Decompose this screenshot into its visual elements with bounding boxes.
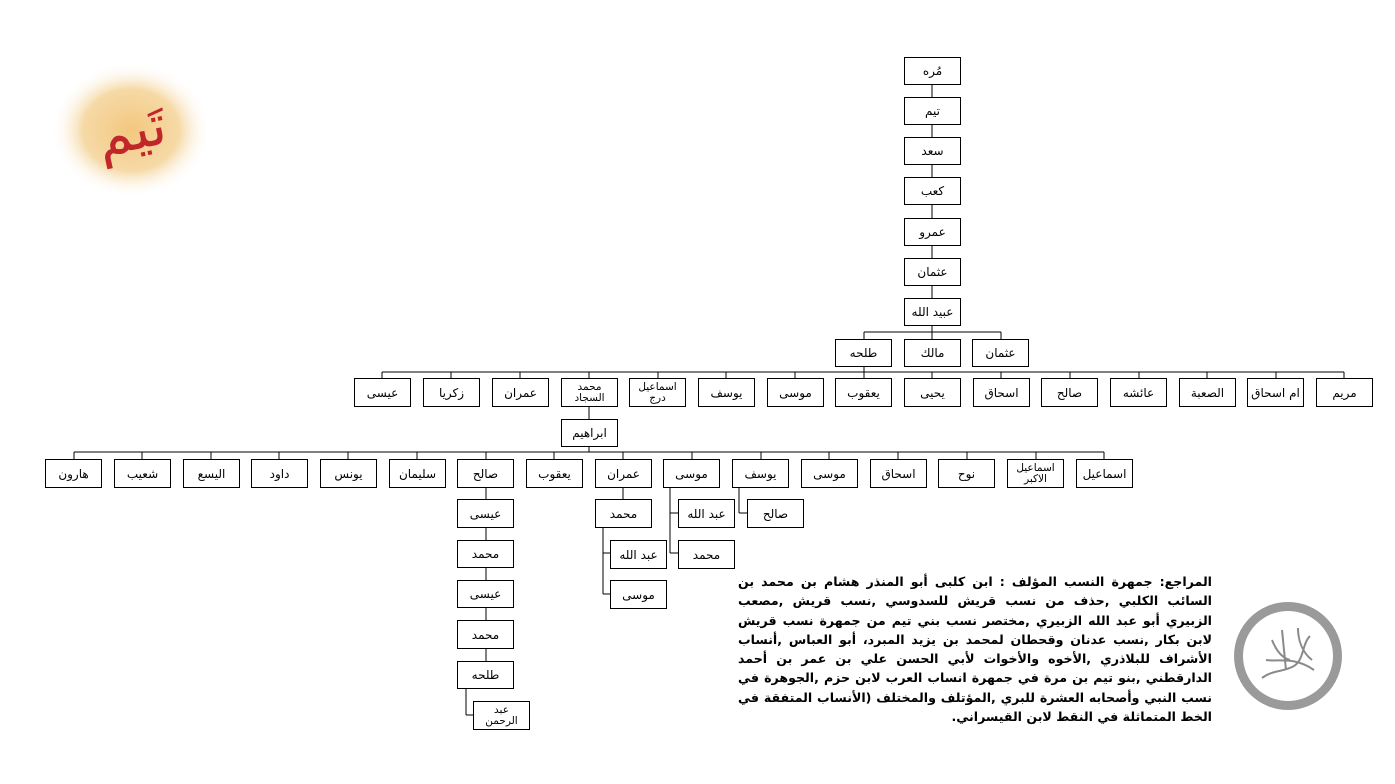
node-musa: موسى xyxy=(663,459,720,488)
node-talha-child: اسماعيل درج xyxy=(629,378,686,407)
node-talha-child: موسى xyxy=(767,378,824,407)
node-salih-line: طلحه xyxy=(457,661,514,689)
node-ibrahim-child: شعيب xyxy=(114,459,171,488)
node-talha-child: يحيى xyxy=(904,378,961,407)
node-talha-child: عمران xyxy=(492,378,549,407)
node-musa-child: عبد الله xyxy=(678,499,735,528)
node-yusuf: يوسف xyxy=(732,459,789,488)
node-ibrahim: ابراهيم xyxy=(561,419,618,447)
node-talha-child: يعقوب xyxy=(835,378,892,407)
node-ibrahim-child: نوح xyxy=(938,459,995,488)
references-paragraph: المراجع: جمهرة النسب المؤلف : ابن كلبى أبو المنذر هشام بن محمد بن السائب الكلبي ,حذف من نسب قريش للسدوسي ,نسب قريش ,مصعب الزبيري أبو عبد الله الزبيري ,مختصر نسب بني تيم من جمهرة نسب قريش لابن بكار ,نسب عدنان وقحطان لمحمد بن يزيد المبرد، أبو العباس ,أنساب الأشراف للبلاذري ,الأخوه والأخوات لأبي الحسن علي بن عمر بن أحمد الدارقطني ,بنو تيم بن مرة في جمهرة انساب العرب لابن حزم ,الجوهرة في نسب النبي وأصحابه العشرة للبري ,المؤتلف والمختلف (الأنساب المتفقة في الخط المتماثلة في النقط لابن القيسراني. xyxy=(738,574,1212,725)
node-uthman: عثمان xyxy=(904,258,961,286)
node-salih-line: محمد xyxy=(457,540,514,568)
node-kaab: كعب xyxy=(904,177,961,205)
node-talha-child: عائشه xyxy=(1110,378,1167,407)
node-imran-child: عبد الله xyxy=(610,540,667,569)
node-imran-child: موسى xyxy=(610,580,667,609)
node-salih-line: عيسى xyxy=(457,580,514,608)
node-taym: تيم xyxy=(904,97,961,125)
node-ibrahim-child: اسماعيل الاكبر xyxy=(1007,459,1064,488)
node-salih-line: عيسى xyxy=(457,499,514,528)
node-murra: مُره xyxy=(904,57,961,85)
node-salih: صالح xyxy=(457,459,514,488)
node-saad: سعد xyxy=(904,137,961,165)
node-son-uthman: عثمان xyxy=(972,339,1029,367)
node-ibrahim-child: سليمان xyxy=(389,459,446,488)
node-ibrahim-child: يونس xyxy=(320,459,377,488)
node-ubaydallah: عبيد الله xyxy=(904,298,961,326)
node-talha-child: صالح xyxy=(1041,378,1098,407)
node-salih-line: عبد الرحمن xyxy=(473,701,530,730)
node-ibrahim-child: موسى xyxy=(801,459,858,488)
node-talha-child: مريم xyxy=(1316,378,1373,407)
node-ibrahim-child: اليسع xyxy=(183,459,240,488)
logo-text: تَيم xyxy=(90,91,172,171)
node-musa-child: محمد xyxy=(678,540,735,569)
node-imran-child: محمد xyxy=(595,499,652,528)
node-talha-child: يوسف xyxy=(698,378,755,407)
node-yusuf-child-salih: صالح xyxy=(747,499,804,528)
node-salih-line: محمد xyxy=(457,620,514,649)
node-talha-child: زكريا xyxy=(423,378,480,407)
node-ibrahim-child: هارون xyxy=(45,459,102,488)
node-son-talha: طلحه xyxy=(835,339,892,367)
calligraphy-seal-icon xyxy=(1232,600,1344,712)
node-ibrahim-child: داود xyxy=(251,459,308,488)
node-ibrahim-child: اسحاق xyxy=(870,459,927,488)
calligraphy-emblem-icon xyxy=(50,62,212,200)
node-son-malik: مالك xyxy=(904,339,961,367)
node-imran: عمران xyxy=(595,459,652,488)
node-talha-child: ام اسحاق xyxy=(1247,378,1304,407)
node-ibrahim-child: يعقوب xyxy=(526,459,583,488)
node-muhammad-sajjad: محمد السجاد xyxy=(561,378,618,407)
node-ibrahim-child: اسماعيل xyxy=(1076,459,1133,488)
node-talha-child: اسحاق xyxy=(973,378,1030,407)
node-talha-child: الصعبة xyxy=(1179,378,1236,407)
node-talha-child: عيسى xyxy=(354,378,411,407)
node-amr: عمرو xyxy=(904,218,961,246)
